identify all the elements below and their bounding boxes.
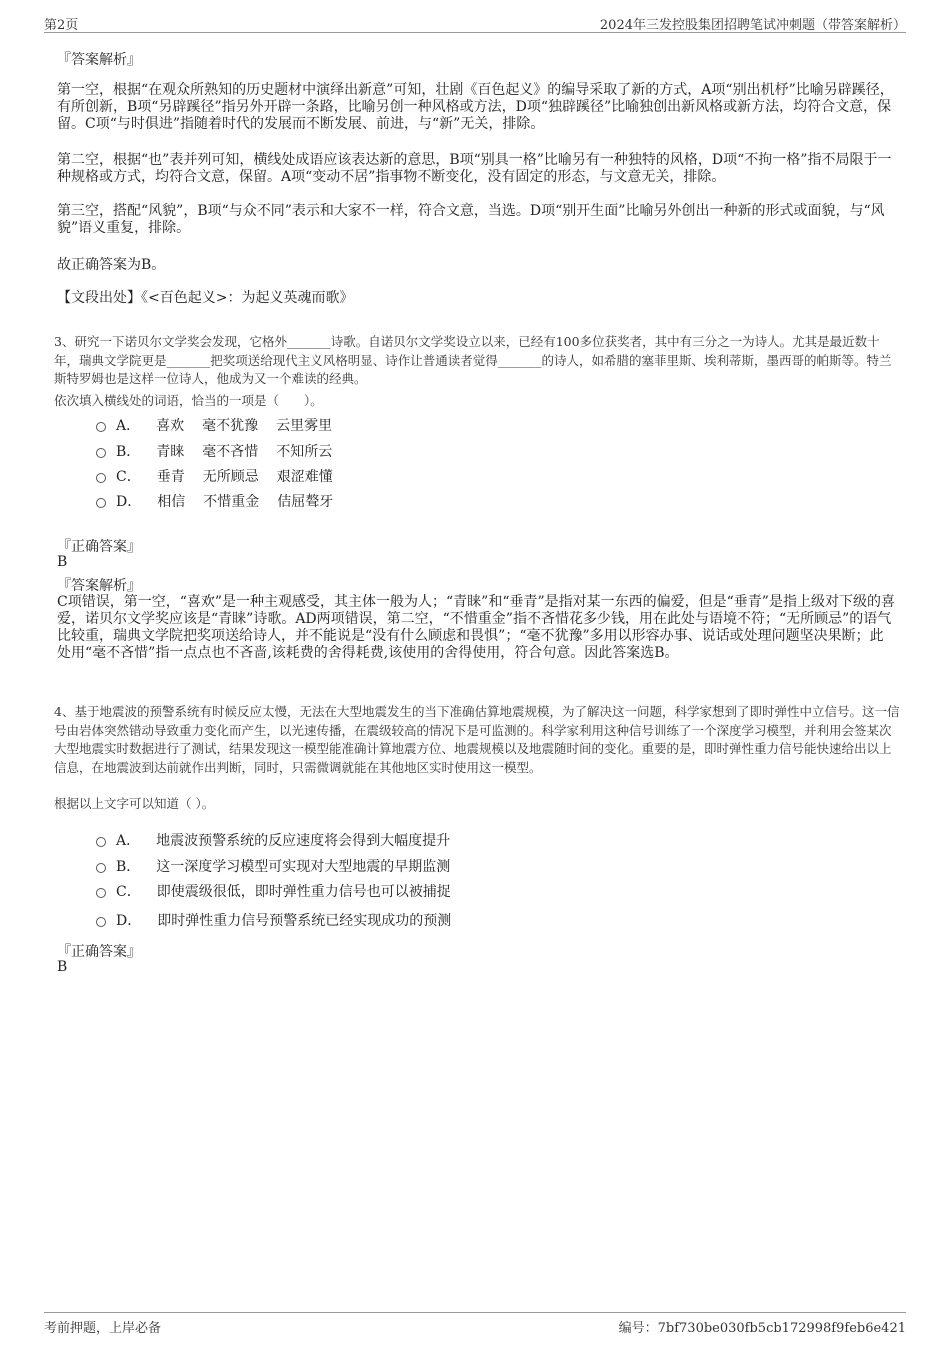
q2-analysis-p3: 第三空，搭配“风貌”，B项“与众不同”表示和大家不一样，符合文意，当选。D项“别开生面”比喻另外创出一种新的形式或面貌，与“风貌”语义重复，排除。 — [57, 203, 885, 236]
radio-icon[interactable] — [96, 863, 106, 873]
document-title: 2024年三发控股集团招聘笔试冲刺题（带答案解析） — [599, 18, 906, 33]
q3-correct-title: 『正确答案』 — [57, 539, 141, 555]
q3-analysis-title: 『答案解析』 — [57, 578, 141, 594]
q4-correct-answer: B — [57, 959, 68, 975]
radio-icon[interactable] — [96, 473, 106, 483]
q4-option-a[interactable]: A． 地震波预警系统的反应速度将会得到大幅度提升 — [96, 830, 450, 850]
q3-option-b[interactable]: B． 青睐 毫不吝惜 不知所云 — [96, 441, 350, 461]
radio-icon[interactable] — [96, 422, 106, 432]
footer-slogan: 考前押题，上岸必备 — [44, 1321, 162, 1336]
q3-option-a[interactable]: A． 喜欢 毫不犹豫 云里雾里 — [96, 415, 350, 435]
q3-prompt: 依次填入横线处的词语，恰当的一项是（ ）。 — [54, 393, 323, 408]
q2-source: 【文段出处】《<百色起义>：为起义英魂而歌》 — [57, 290, 354, 306]
q4-option-b[interactable]: B． 这一深度学习模型可实现对大型地震的早期监测 — [96, 856, 450, 876]
q2-analysis-p1: 第一空，根据“在观众所熟知的历史题材中演绎出新意”可知，壮剧《百色起义》的编导采取了新的方式，A项“别出机杼”比喻另辟蹊径，有所创新，B项“另辟蹊径”指另外开辟一条路，比喻另创一种风格或方法，D项“独辟蹊径”比喻独创出新风格或新方法，均符合文意，保留。C项“与时俱进”指随着时代的发展而不断发展、前进，与“新”无关，排除。 — [57, 82, 894, 132]
q4-correct-title: 『正确答案』 — [57, 944, 141, 960]
page-number: 第2页 — [44, 18, 79, 33]
q3-stem: 3、研究一下诺贝尔文学奖会发现，它格外_______诗歌。自诺贝尔文学奖设立以来，已经有100多位获奖者，其中有三分之一为诗人。尤其是最近数十年，瑞典文学院更是_______把奖项送给现代主义风格明显、诗作让普通读者觉得_______的诗人，如希腊的塞菲里斯、埃利蒂斯，墨西哥的帕斯等。特兰斯特罗姆也是这样一位诗人，他成为又一个难读的经典。 — [54, 334, 892, 386]
q3-correct-answer: B — [57, 554, 68, 570]
q4-option-d[interactable]: D． 即时弹性重力信号预警系统已经实现成功的预测 — [96, 910, 451, 930]
q2-analysis-title: 『答案解析』 — [57, 52, 141, 68]
q2-conclusion: 故正确答案为B。 — [57, 257, 166, 273]
document-code: 编号：7bf730be030fb5cb172998f9feb6e421 — [618, 1321, 906, 1336]
radio-icon[interactable] — [96, 448, 106, 458]
page-footer — [44, 1312, 906, 1335]
radio-icon[interactable] — [96, 888, 106, 898]
q3-option-c[interactable]: C． 垂青 无所顾忌 艰涩难懂 — [96, 466, 351, 486]
q4-option-c[interactable]: C． 即使震级很低，即时弹性重力信号也可以被捕捉 — [96, 881, 451, 901]
q2-analysis-p2: 第二空，根据“也”表并列可知，横线处成语应该表达新的意思，B项“别具一格”比喻另有一种独特的风格，D项“不拘一格”指不局限于一种规格或方式，均符合文意，保留。A项“变动不居”指事物不断变化，没有固定的形态，与文意无关，排除。 — [57, 152, 892, 185]
q4-prompt: 根据以上文字可以知道（ ）。 — [54, 796, 215, 811]
radio-icon[interactable] — [96, 837, 106, 847]
radio-icon[interactable] — [96, 917, 106, 927]
radio-icon[interactable] — [96, 498, 106, 508]
q4-stem: 4、基于地震波的预警系统有时候反应太慢，无法在大型地震发生的当下准确估算地震规模，为了解决这一问题，科学家想到了即时弹性中立信号。这一信号由岩体突然错动导致重力变化而产生，以光速传播，在震级较高的情况下是可监测的。科学家利用这种信号训练了一个深度学习模型，并利用会签某次大型地震实时数据进行了测试，结果发现这一模型能准确计算地震方位、地震规模以及地震随时间的变化。重要的是，即时弹性重力信号能快速给出以上信息，在地震波到达前就作出判断，同时，只需微调就能在其他地区实时使用这一模型。 — [54, 704, 900, 775]
q3-option-d[interactable]: D． 相信 不惜重金 佶屈聱牙 — [96, 491, 351, 511]
q3-analysis: C项错误，第一空，“喜欢”是一种主观感受，其主体一般为人；“青睐”和“垂青”是指对某一东西的偏爱，但是“垂青”是指上级对下级的喜爱，诺贝尔文学奖应该是“青睐”诗歌。AD两项错误，第二空，“不惜重金”指不吝惜花多少钱，用在此处与语境不符；“无所顾忌”的语气比较重，瑞典文学院把奖项送给诗人，并不能说是“没有什么顾虑和畏惧”；“毫不犹豫”多用以形容办事、说话或处理问题坚决果断；此处用“毫不吝惜”指一点点也不吝啬,该耗费的舍得耗费,该使用的舍得使用，符合句意。因此答案选B。 — [57, 594, 895, 661]
page-header — [44, 10, 906, 33]
